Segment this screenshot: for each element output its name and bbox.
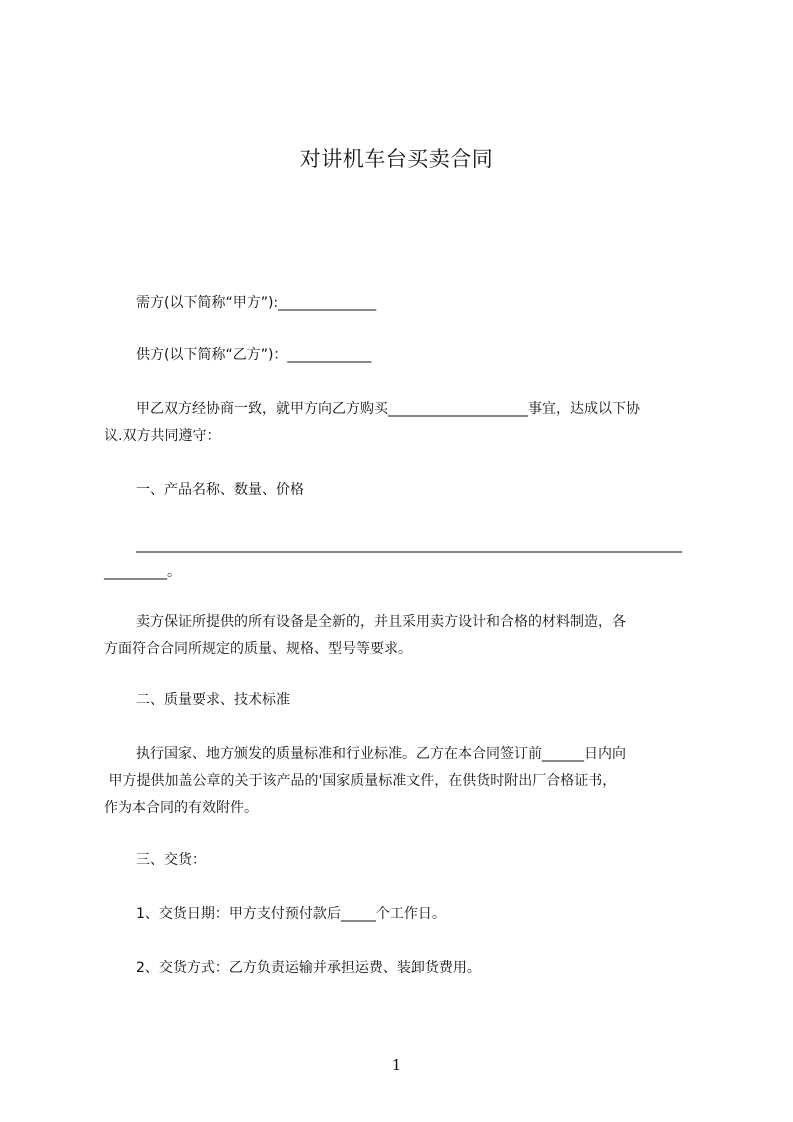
- intro-line-1: 甲乙双方经协商一致，就甲方向乙方购买____________________事宜，达成以下协: [136, 401, 640, 417]
- party-a-line: 需方(以下简称“甲方”):______________: [136, 295, 377, 311]
- blank-line-1: ______________________________________________________________________________: [136, 537, 682, 553]
- party-b-line: 供方(以下简称“乙方”)：____________: [136, 347, 372, 363]
- standards-line-1: 执行国家、地方颁发的质量标准和行业标准。乙方在本合同签订前______日内向: [136, 746, 626, 762]
- delivery-date-item: 1、交货日期：甲方支付预付款后_____个工作日。: [136, 906, 446, 922]
- section-2-heading: 二、质量要求、技术标准: [136, 692, 290, 708]
- section-1-heading: 一、产品名称、数量、价格: [136, 482, 304, 498]
- section-3-heading: 三、交货：: [136, 852, 206, 868]
- page-number: 1: [391, 1056, 402, 1074]
- document-title: 对讲机车台买卖合同: [299, 147, 494, 171]
- seller-guarantee-line-2: 方面符合合同所规定的质量、规格、型号等要求。: [104, 641, 412, 657]
- standards-line-2: 甲方提供加盖公章的关于该产品的'国家质量标准文件，在供货时附出厂合格证书，: [104, 773, 617, 789]
- standards-line-3: 作为本合同的有效附件。: [104, 800, 258, 816]
- seller-guarantee-line-1: 卖方保证所提供的所有设备是全新的，并且采用卖方设计和合格的材料制造，各: [136, 614, 626, 630]
- blank-line-2: _________。: [104, 564, 181, 580]
- delivery-method-item: 2、交货方式：乙方负责运输并承担运费、装卸货费用。: [136, 960, 481, 976]
- intro-line-2: 议.双方共同遵守：: [104, 428, 221, 444]
